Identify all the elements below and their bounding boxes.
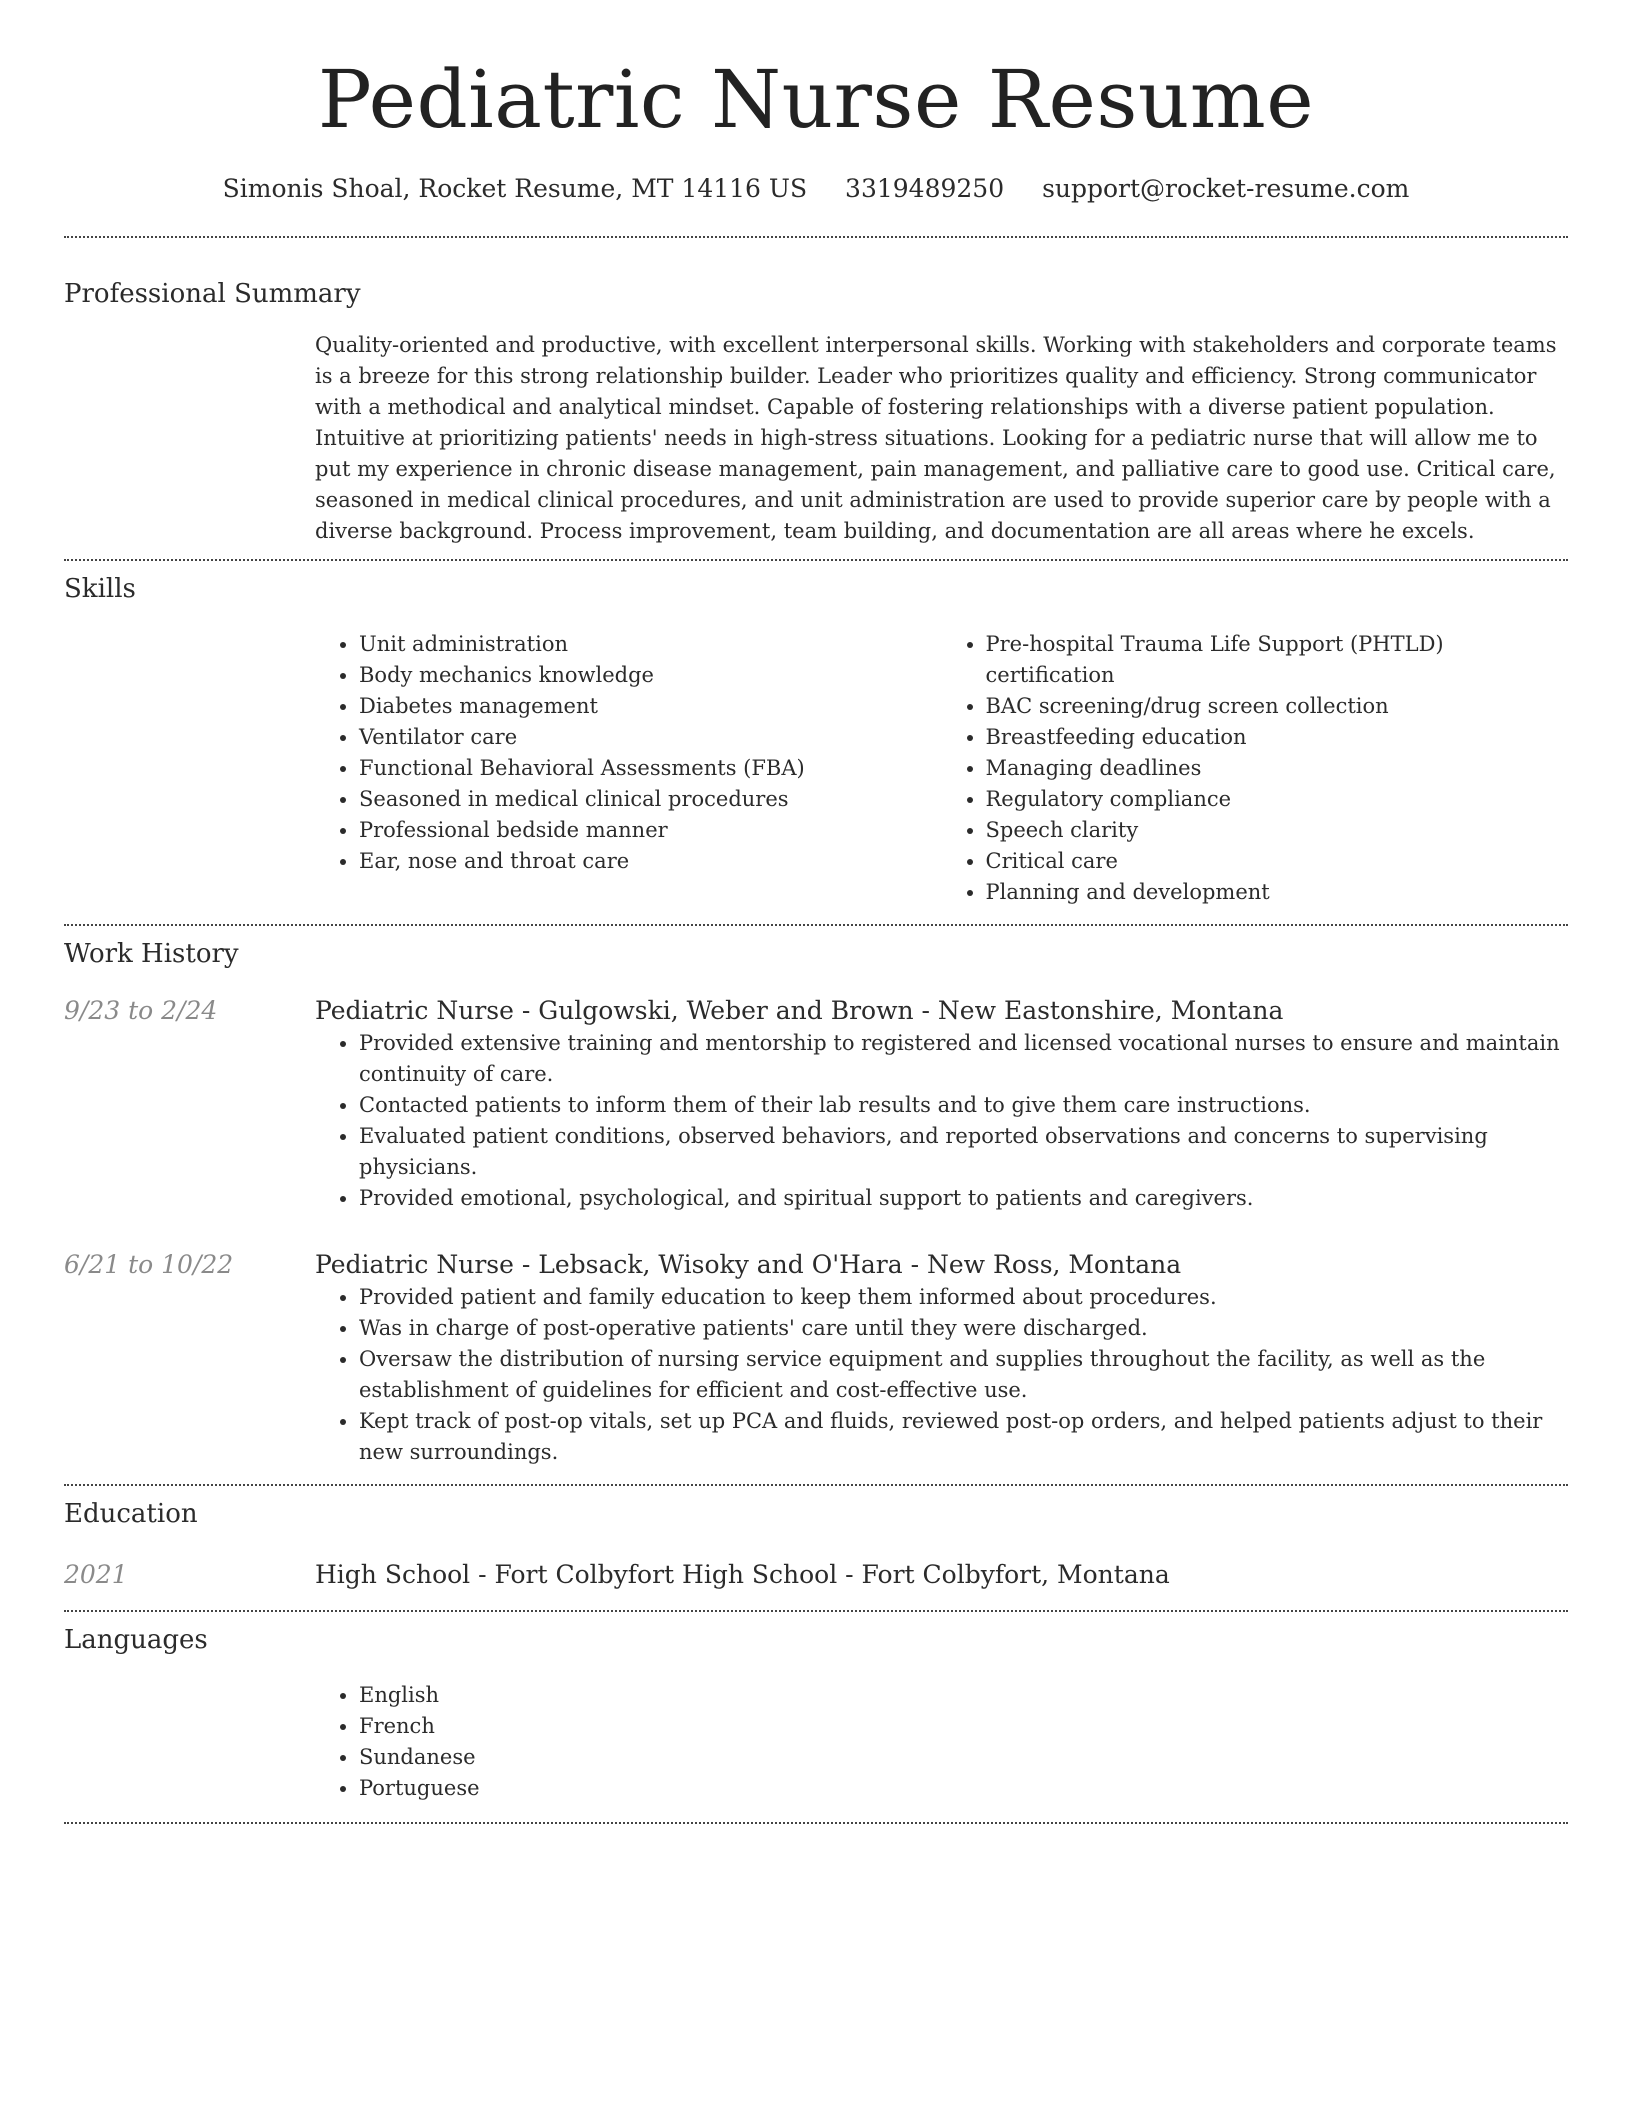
job-bullet: • Provided emotional, psychological, and spiritual support to patients and caregivers. <box>359 1183 1568 1214</box>
divider <box>64 236 1568 238</box>
job-dates: 6/21 to 10/22 <box>64 1250 234 1279</box>
section-title-languages: Languages <box>64 1625 208 1655</box>
job-entry <box>64 994 1568 1214</box>
skill-item: • Regulatory compliance <box>986 784 1569 815</box>
skill-item: • Seasoned in medical clinical procedures <box>359 784 942 815</box>
section-title-summary: Professional Summary <box>64 279 361 309</box>
languages-list <box>315 1680 1568 1804</box>
language-item: • Portuguese <box>359 1773 1568 1804</box>
language-item: • French <box>359 1711 1568 1742</box>
job-entry <box>64 1248 1568 1484</box>
divider <box>64 559 1568 561</box>
divider <box>64 1822 1568 1824</box>
languages-section <box>315 1680 1568 1822</box>
skill-item: • Planning and development <box>986 877 1569 908</box>
skill-item: • Pre-hospital Trauma Life Support (PHTLD) certification <box>986 629 1569 691</box>
job-bullets <box>315 1028 1568 1214</box>
job-details <box>315 1248 1568 1468</box>
contact-address: Simonis Shoal, Rocket Resume, MT 14116 US <box>222 174 808 203</box>
job-bullet: • Evaluated patient conditions, observed behaviors, and reported observations and concerns to supervising physicians. <box>359 1121 1568 1183</box>
skill-item: • Functional Behavioral Assessments (FBA) <box>359 753 942 784</box>
job-bullets <box>315 1282 1568 1468</box>
language-item: • English <box>359 1680 1568 1711</box>
job-title: Pediatric Nurse - Lebsack, Wisoky and O'Hara - New Ross, Montana <box>315 1250 1182 1279</box>
skill-item: • Speech clarity <box>986 815 1569 846</box>
skills-section <box>315 629 1568 924</box>
skills-grid <box>315 629 1568 908</box>
job-title: Pediatric Nurse - Gulgowski, Weber and Brown - New Eastonshire, Montana <box>315 996 1284 1025</box>
education-entry <box>64 1558 1568 1610</box>
job-bullet: • Oversaw the distribution of nursing service equipment and supplies throughout the facility, as well as the establishment of guidelines for efficient and cost-effective use. <box>359 1344 1568 1406</box>
skill-item: • Critical care <box>986 846 1569 877</box>
job-bullet: • Provided extensive training and mentorship to registered and licensed vocational nurses to ensure and maintain continuity of care. <box>359 1028 1568 1090</box>
divider <box>64 924 1568 926</box>
skill-item: • Diabetes management <box>359 691 942 722</box>
education-year: 2021 <box>64 1560 128 1589</box>
job-bullet: • Provided patient and family education to keep them informed about procedures. <box>359 1282 1568 1313</box>
skill-item: • Ventilator care <box>359 722 942 753</box>
summary-section <box>315 330 1568 559</box>
job-bullet: • Was in charge of post-operative patients' care until they were discharged. <box>359 1313 1568 1344</box>
contact-email: support@rocket-resume.com <box>1042 174 1410 203</box>
job-bullet: • Contacted patients to inform them of their lab results and to give them care instructions. <box>359 1090 1568 1121</box>
education-title: High School - Fort Colbyfort High School - Fort Colbyfort, Montana <box>315 1560 1170 1589</box>
skill-item: • BAC screening/drug screen collection <box>986 691 1569 722</box>
skill-item: • Body mechanics knowledge <box>359 660 942 691</box>
language-item: • Sundanese <box>359 1742 1568 1773</box>
skills-list-right <box>942 629 1569 908</box>
summary-text: Quality-oriented and productive, with excellent interpersonal skills. Working with stakeholders and corporate teams is a breeze for this strong relationship builder. Leader who prioritizes quality and efficiency. Strong communicator with a methodical and analytical mindset. Capable of fostering relationships with a diverse patient population. Intuitive at prioritizing patients' needs in high-stress situations. Looking for a pediatric nurse that will allow me to put my experience in chronic disease management, pain management, and palliative care to good use. Critical care, seasoned in medical clinical procedures, and unit administration are used to provide superior care by people with a diverse background. Process improvement, team building, and documentation are all areas where he excels. <box>315 333 1557 543</box>
skill-item: • Unit administration <box>359 629 942 660</box>
education-details <box>315 1558 1568 1592</box>
job-bullet: • Kept track of post-op vitals, set up PCA and fluids, reviewed post-op orders, and helped patients adjust to their new surroundings. <box>359 1406 1568 1468</box>
job-dates: 9/23 to 2/24 <box>64 996 218 1025</box>
job-details <box>315 994 1568 1214</box>
divider <box>64 1610 1568 1612</box>
contact-phone: 3319489250 <box>845 174 1005 203</box>
section-title-skills: Skills <box>64 574 136 604</box>
contact-line <box>64 174 1568 204</box>
skill-item: • Managing deadlines <box>986 753 1569 784</box>
skill-item: • Breastfeeding education <box>986 722 1569 753</box>
resume-title: Pediatric Nurse Resume <box>317 53 1315 146</box>
section-title-work-history: Work History <box>64 939 239 969</box>
divider <box>64 1484 1568 1486</box>
section-title-education: Education <box>64 1499 198 1529</box>
skill-item: • Professional bedside manner <box>359 815 942 846</box>
skill-item: • Ear, nose and throat care <box>359 846 942 877</box>
skills-list-left <box>315 629 942 908</box>
